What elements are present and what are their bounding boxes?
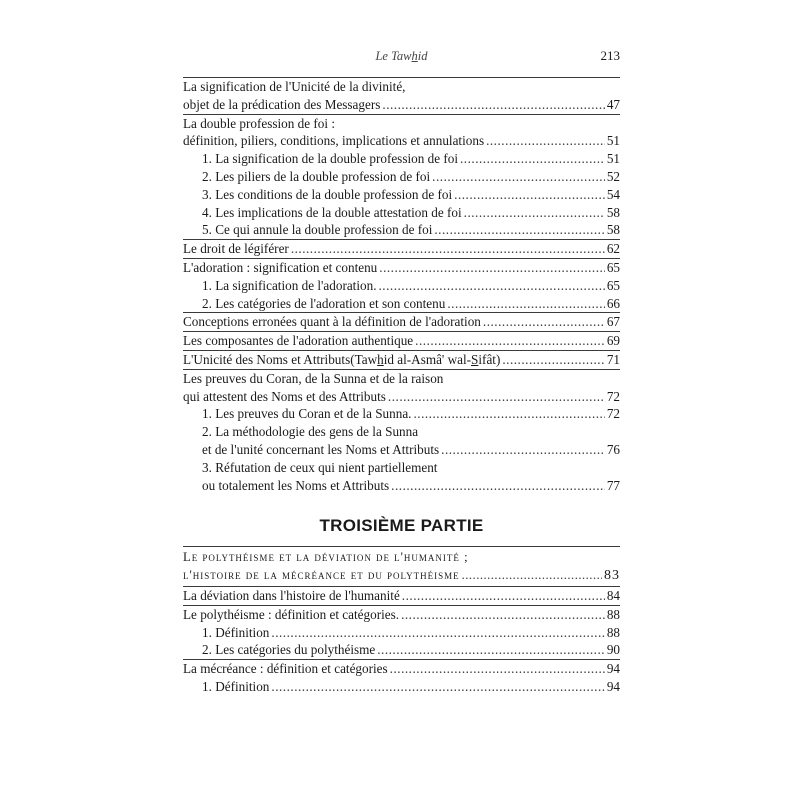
toc-entry-title: objet de la prédication des Messagers xyxy=(183,96,381,112)
toc-entry xyxy=(183,659,620,678)
dot-leader xyxy=(377,641,605,659)
dot-leader xyxy=(379,259,605,277)
toc-entry xyxy=(183,459,620,495)
toc-page-ref: 65 xyxy=(606,277,620,293)
dot-leader xyxy=(486,132,605,150)
page-number: 213 xyxy=(600,48,620,63)
dot-leader xyxy=(432,168,605,186)
toc-page-ref: 58 xyxy=(606,204,620,220)
part-heading-line: Le polythéisme et la déviation de l'humanité ; xyxy=(183,550,469,565)
toc-entry xyxy=(183,678,620,696)
toc-entry-title: 2. Les catégories de l'adoration et son contenu xyxy=(202,295,446,311)
toc-entry-tawhid xyxy=(183,350,620,369)
toc-entry-title-line: 2. La méthodologie des gens de la Sunna xyxy=(202,424,419,440)
dot-leader xyxy=(291,240,605,258)
toc-page-ref: 83 xyxy=(604,568,620,584)
toc-page-ref: 76 xyxy=(606,441,620,457)
toc-entry-title: 4. Les implications de la double attestation de foi xyxy=(202,204,462,220)
dot-leader xyxy=(401,606,605,624)
toc-entry xyxy=(183,405,620,423)
toc-entry-title: 5. Ce qui annule la double profession de foi xyxy=(202,222,433,238)
toc-entry xyxy=(183,77,620,114)
toc-entry-title: 1. Les preuves du Coran et de la Sunna. xyxy=(202,406,412,422)
toc-entry-title: Les composantes de l'adoration authentique xyxy=(183,333,414,349)
toc-entry xyxy=(183,295,620,313)
toc-page-ref: 58 xyxy=(606,222,620,238)
toc-page-ref: 72 xyxy=(606,406,620,422)
dot-leader xyxy=(415,332,605,350)
toc-page-ref: 51 xyxy=(606,151,620,167)
dot-leader xyxy=(382,96,604,114)
toc-page-ref: 77 xyxy=(606,477,620,493)
dot-leader xyxy=(390,660,605,678)
toc-entry xyxy=(183,204,620,222)
toc-entry-title: La déviation dans l'histoire de l'humanité xyxy=(183,587,400,603)
toc-entry xyxy=(183,277,620,295)
toc-page-ref: 88 xyxy=(606,624,620,640)
toc-entry-title: et de l'unité concernant les Noms et Attributs xyxy=(202,441,440,457)
toc-page-ref: 71 xyxy=(606,351,620,367)
toc-entry-title: Conceptions erronées quant à la définition de l'adoration xyxy=(183,314,481,330)
toc-page-ref: 62 xyxy=(606,241,620,257)
toc-entry xyxy=(183,586,620,605)
toc-page-ref: 94 xyxy=(606,678,620,694)
dot-leader xyxy=(388,388,605,406)
toc-page-ref: 72 xyxy=(606,388,620,404)
toc-entry xyxy=(183,221,620,239)
dot-leader xyxy=(271,624,604,642)
dot-leader xyxy=(502,351,604,369)
dot-leader xyxy=(434,221,604,239)
dot-leader xyxy=(391,477,605,495)
toc-entry-title: qui attestent des Noms et des Attributs xyxy=(183,388,386,404)
toc-entry xyxy=(183,605,620,624)
toc-page-ref: 66 xyxy=(606,295,620,311)
toc-page-ref: 52 xyxy=(606,168,620,184)
toc-entry-title: 3. Les conditions de la double profession de foi xyxy=(202,186,453,202)
toc-entry-title: 1. La signification de la double profession de foi xyxy=(202,151,458,167)
dot-leader xyxy=(271,678,604,696)
toc-page-ref: 69 xyxy=(606,333,620,349)
toc-entry-title: Le droit de légiférer xyxy=(183,241,289,257)
toc-entry-title: La mécréance : définition et catégories xyxy=(183,661,388,677)
toc-entry-title: 1. Définition xyxy=(202,624,270,640)
part-heading xyxy=(183,546,620,586)
toc-entry xyxy=(183,168,620,186)
running-title-part: h xyxy=(411,49,418,63)
toc-page-ref: 84 xyxy=(606,587,620,603)
toc-page-ref: 90 xyxy=(606,642,620,658)
toc-entry-title: définition, piliers, conditions, implications et annulations xyxy=(183,133,485,149)
running-title-part: Le Taw xyxy=(375,49,412,63)
toc-page-ref: 67 xyxy=(606,314,620,330)
part-title: TROISIÈME PARTIE xyxy=(319,516,484,536)
toc-entry-title-line: La signification de l'Unicité de la divinité, xyxy=(183,79,406,94)
toc-page-ref: 65 xyxy=(606,259,620,275)
toc-entry xyxy=(183,114,620,151)
toc-page xyxy=(183,44,620,696)
toc-entry-title: 2. Les catégories du polythéisme xyxy=(202,642,376,658)
dot-leader xyxy=(462,567,602,585)
toc-section-b xyxy=(183,369,620,495)
toc-entry xyxy=(183,186,620,204)
toc-entry xyxy=(183,624,620,642)
toc-entry-title: L'adoration : signification et contenu xyxy=(183,259,378,275)
toc-entry xyxy=(183,258,620,277)
dot-leader xyxy=(402,587,605,605)
toc-entry-title: 2. Les piliers de la double profession de foi xyxy=(202,168,431,184)
dot-leader xyxy=(464,204,605,222)
dot-leader xyxy=(483,313,605,331)
toc-page-ref: 94 xyxy=(606,661,620,677)
dot-leader xyxy=(441,441,605,459)
toc-entry-title-line: 3. Réfutation de ceux qui nient partiellement xyxy=(202,459,438,475)
toc-section-a xyxy=(183,77,620,350)
toc-entry-title: Le polythéisme : définition et catégories. xyxy=(183,606,400,622)
toc-entry xyxy=(183,312,620,331)
toc-entry xyxy=(183,331,620,350)
toc-page-ref: 88 xyxy=(606,606,620,622)
dot-leader xyxy=(379,277,605,295)
toc-entry-title: ou totalement les Noms et Attributs xyxy=(202,477,390,493)
toc-entry-title: 1. Définition xyxy=(202,678,270,694)
toc-section-c xyxy=(183,586,620,696)
dot-leader xyxy=(460,150,605,168)
toc-entry-title-line: Les preuves du Coran, de la Sunna et de la raison xyxy=(183,370,444,386)
toc-entry xyxy=(183,150,620,168)
dot-leader xyxy=(447,295,604,313)
toc-entry xyxy=(183,641,620,659)
toc-entry xyxy=(183,423,620,459)
running-title xyxy=(183,44,620,68)
toc-entry-title-line: La double profession de foi : xyxy=(183,115,335,131)
dot-leader xyxy=(454,186,605,204)
toc-entry xyxy=(183,239,620,258)
dot-leader xyxy=(413,405,604,423)
part-heading-line: l'histoire de la mécréance et du polythéisme xyxy=(183,568,460,583)
running-title-part: id xyxy=(417,49,428,63)
toc-page-ref: 47 xyxy=(606,96,620,112)
toc-entry-title: L'Unicité des Noms et Attributs(Tawhid al-Asmâ' wal-Sifât) xyxy=(183,351,501,367)
toc-entry-title: 1. La signification de l'adoration. xyxy=(202,277,377,293)
toc-page-ref: 51 xyxy=(606,133,620,149)
toc-entry xyxy=(183,369,620,406)
toc-page-ref: 54 xyxy=(606,186,620,202)
running-header xyxy=(183,44,620,68)
